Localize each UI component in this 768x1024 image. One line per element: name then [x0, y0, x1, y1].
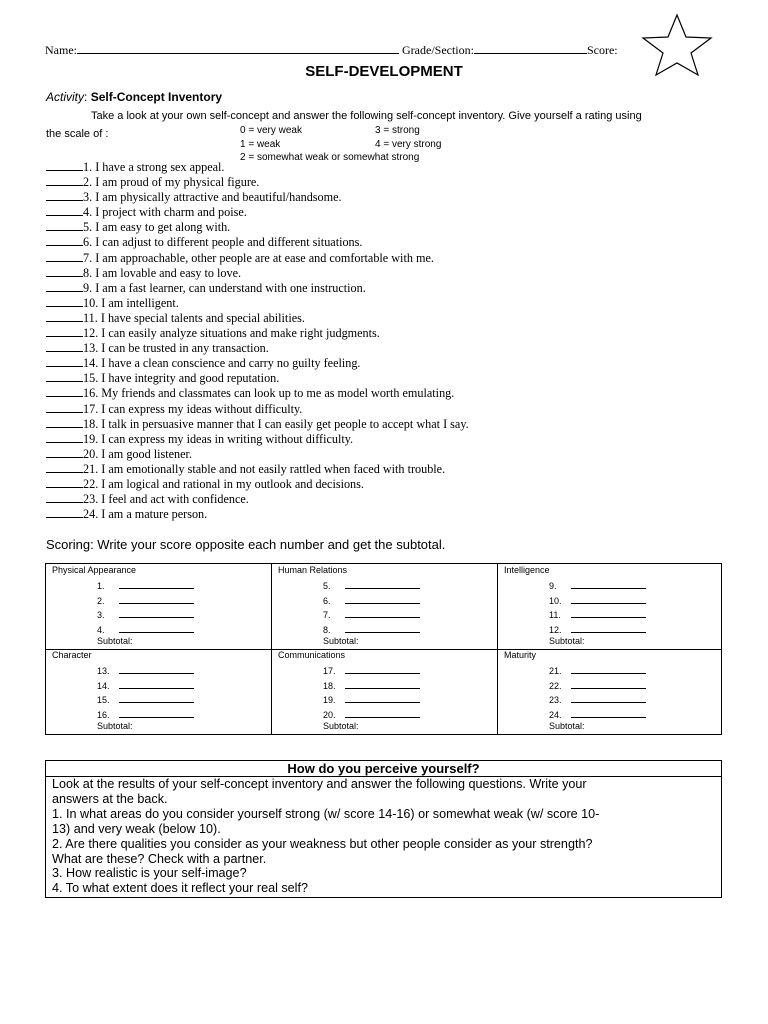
perceive-line: answers at the back. — [52, 791, 168, 806]
item-text: I am a mature person. — [101, 507, 208, 522]
item-number: 4. — [83, 205, 93, 220]
score-number: 11. — [549, 610, 561, 620]
score-blank[interactable] — [119, 679, 194, 689]
score-category — [272, 564, 498, 650]
activity-prefix: Activity — [46, 90, 85, 104]
inventory-item — [46, 446, 469, 461]
score-blank[interactable] — [345, 693, 420, 703]
inventory-item — [46, 506, 469, 521]
item-text: I have integrity and good reputation. — [101, 371, 280, 386]
item-number: 13. — [83, 341, 99, 356]
item-text: I am emotionally stable and not easily rattled when faced with trouble. — [101, 461, 446, 476]
perceive-line: 4. To what extent does it reflect your real self? — [52, 881, 308, 896]
subtotal-label: Subtotal: — [323, 636, 359, 646]
score-number: 6. — [323, 595, 331, 606]
perceive-box — [45, 760, 722, 898]
perceive-line: 3. How realistic is your self-image? — [52, 866, 247, 881]
score-number: 8. — [323, 624, 331, 635]
item-number: 15. — [83, 371, 99, 386]
scale-0: 0 = very weak — [240, 125, 302, 136]
rating-blank[interactable] — [46, 506, 83, 518]
item-number: 23. — [83, 492, 99, 507]
score-number: 10. — [549, 595, 562, 606]
perceive-line: 13) and very weak (below 10). — [52, 821, 221, 836]
perceive-heading: How do you perceive yourself? — [46, 761, 721, 777]
scoring-instruction: Scoring: Write your score opposite each number and get the subtotal. — [46, 537, 446, 552]
item-text: I talk in persuasive manner that I can easily get people to accept what I say. — [101, 416, 469, 431]
rating-blank[interactable] — [46, 310, 83, 322]
subtotal-label: Subtotal: — [97, 636, 133, 646]
category-name: Physical Appearance — [52, 565, 137, 575]
category-name: Human Relations — [278, 565, 348, 575]
score-number: 7. — [323, 610, 331, 620]
score-blank[interactable] — [119, 664, 194, 674]
inventory-item — [46, 250, 469, 265]
score-category — [272, 649, 498, 734]
item-number: 6. — [83, 235, 93, 250]
rating-blank[interactable] — [46, 295, 83, 307]
inventory-item — [46, 401, 469, 416]
item-text: I have a strong sex appeal. — [95, 160, 225, 174]
item-number: 5. — [83, 220, 93, 235]
instructions-line-2: the scale of : — [46, 128, 109, 140]
score-blank[interactable] — [119, 594, 194, 604]
item-text: I am logical and rational in my outlook and decisions. — [101, 476, 364, 491]
score-blank[interactable] — [119, 623, 194, 633]
score-blank[interactable] — [119, 708, 194, 718]
rating-blank[interactable] — [46, 491, 83, 503]
grade-section-label: Grade/Section: — [402, 43, 474, 57]
item-number: 20. — [83, 446, 99, 461]
student-info-line — [45, 41, 618, 58]
rating-blank[interactable] — [46, 234, 83, 246]
score-blank[interactable] — [119, 693, 194, 703]
subtotal-label: Subtotal: — [549, 636, 585, 646]
rating-blank[interactable] — [46, 325, 83, 337]
item-number: 24. — [83, 507, 99, 522]
rating-blank[interactable] — [46, 355, 83, 367]
item-number: 12. — [83, 326, 99, 341]
scale-2: 2 = somewhat weak or somewhat strong — [240, 152, 420, 163]
rating-blank[interactable] — [46, 159, 83, 171]
rating-blank[interactable] — [46, 189, 83, 201]
item-text: I am easy to get along with. — [95, 220, 231, 235]
score-blank[interactable] — [345, 594, 420, 604]
inventory-item — [46, 491, 469, 506]
perceive-line: Look at the results of your self-concept inventory and answer the following questions. Write your — [52, 777, 587, 791]
inventory-item — [46, 265, 469, 280]
rating-blank[interactable] — [46, 476, 83, 488]
item-text: I can express my ideas in writing without difficulty. — [101, 431, 354, 446]
subtotal-label: Subtotal: — [97, 721, 133, 731]
score-blank[interactable] — [119, 608, 194, 618]
perceive-line: 1. In what areas do you consider yourself strong (w/ score 14-16) or somewhat weak (w/ score 10- — [52, 806, 600, 821]
category-name: Intelligence — [504, 565, 550, 575]
score-number: 2. — [97, 595, 105, 606]
inventory-item — [46, 174, 469, 189]
score-number: 14. — [97, 680, 110, 691]
inventory-item — [46, 370, 469, 385]
score-blank[interactable] — [571, 708, 646, 718]
name-field[interactable] — [77, 41, 399, 54]
score-number: 24. — [549, 709, 562, 720]
item-number: 9. — [83, 280, 93, 295]
score-category — [498, 564, 721, 650]
score-number: 18. — [323, 680, 336, 691]
inventory-item — [46, 295, 469, 310]
activity-line: Activity: Self-Concept Inventory — [46, 90, 223, 104]
item-number: 21. — [83, 461, 99, 476]
score-blank[interactable] — [345, 708, 420, 718]
inventory-item — [46, 461, 469, 476]
item-text: I can easily analyze situations and make right judgments. — [101, 326, 380, 341]
subtotal-label: Subtotal: — [549, 721, 585, 731]
item-text: I am intelligent. — [101, 295, 179, 310]
rating-blank[interactable] — [46, 280, 83, 292]
perceive-line: What are these? Check with a partner. — [52, 851, 267, 866]
score-blank[interactable] — [571, 579, 646, 589]
activity-name: Self-Concept Inventory — [90, 90, 223, 104]
score-blank[interactable] — [345, 679, 420, 689]
score-blank[interactable] — [345, 623, 420, 633]
category-name: Communications — [278, 650, 346, 660]
score-blank[interactable] — [119, 579, 194, 589]
scoring-table — [45, 563, 722, 735]
inventory-item — [46, 204, 469, 219]
score-number: 22. — [549, 680, 562, 691]
scale-3: 3 = strong — [375, 125, 420, 136]
score-blank[interactable] — [571, 693, 646, 703]
inventory-item — [46, 355, 469, 370]
item-number: 1. — [83, 160, 93, 174]
inventory-item — [46, 234, 469, 249]
score-number: 12. — [549, 624, 562, 635]
perceive-line: 2. Are there qualities you consider as your weakness but other people consider as your strength? — [52, 836, 593, 851]
score-blank[interactable] — [571, 608, 646, 618]
inventory-list — [46, 159, 469, 521]
score-blank[interactable] — [571, 679, 646, 689]
item-text: I am proud of my physical figure. — [95, 175, 260, 190]
score-category — [46, 564, 272, 650]
score-blank[interactable] — [571, 594, 646, 604]
item-text: I can adjust to different people and different situations. — [95, 235, 363, 250]
rating-blank[interactable] — [46, 340, 83, 352]
score-number: 23. — [549, 695, 562, 705]
grade-section-field[interactable] — [474, 41, 587, 54]
item-number: 19. — [83, 431, 99, 446]
item-number: 18. — [83, 416, 99, 431]
score-number: 4. — [97, 624, 105, 635]
rating-blank[interactable] — [46, 401, 83, 413]
score-number: 15. — [97, 695, 110, 705]
inventory-item — [46, 385, 469, 400]
rating-blank[interactable] — [46, 446, 83, 458]
score-number: 17. — [323, 666, 336, 676]
score-category — [498, 649, 721, 734]
item-text: I can express my ideas without difficulty. — [101, 401, 303, 416]
score-number: 1. — [97, 581, 105, 591]
item-number: 8. — [83, 265, 93, 280]
inventory-item — [46, 340, 469, 355]
item-number: 17. — [83, 401, 99, 416]
item-number: 10. — [83, 295, 99, 310]
item-number: 11. — [83, 310, 98, 325]
item-text: My friends and classmates can look up to me as model worth emulating. — [101, 386, 455, 401]
inventory-item — [46, 280, 469, 295]
instructions-line-1: Take a look at your own self-concept and answer the following self-concept inventory. Give yourself a rating using — [91, 110, 642, 122]
score-blank[interactable] — [571, 623, 646, 633]
scale-1: 1 = weak — [240, 139, 281, 150]
item-number: 7. — [83, 250, 93, 265]
score-blank[interactable] — [345, 608, 420, 618]
score-number: 5. — [323, 581, 331, 591]
score-number: 21. — [549, 666, 562, 676]
item-text: I project with charm and poise. — [95, 205, 247, 220]
score-blank[interactable] — [571, 664, 646, 674]
score-number: 13. — [97, 666, 110, 676]
inventory-item — [46, 416, 469, 431]
item-text: I feel and act with confidence. — [101, 492, 249, 507]
item-text: I am good listener. — [101, 446, 192, 461]
rating-blank[interactable] — [46, 385, 83, 397]
rating-blank[interactable] — [46, 219, 83, 231]
rating-blank[interactable] — [46, 370, 83, 382]
score-number: 16. — [97, 709, 110, 720]
score-number: 19. — [323, 695, 336, 705]
scale-4: 4 = very strong — [375, 139, 442, 150]
item-number: 22. — [83, 476, 99, 491]
category-name: Maturity — [504, 650, 537, 660]
name-label: Name: — [45, 43, 77, 57]
inventory-item — [46, 476, 469, 491]
subtotal-label: Subtotal: — [323, 721, 359, 731]
category-name: Character — [52, 650, 92, 660]
item-number: 2. — [83, 175, 93, 190]
item-text: I can be trusted in any transaction. — [101, 341, 269, 356]
rating-blank[interactable] — [46, 265, 83, 277]
score-label: Score: — [586, 43, 618, 57]
item-number: 14. — [83, 356, 99, 371]
score-blank[interactable] — [345, 579, 420, 589]
item-number: 16. — [83, 386, 99, 401]
score-category — [46, 649, 272, 734]
item-text: I have a clean conscience and carry no guilty feeling. — [101, 356, 361, 371]
inventory-item — [46, 189, 469, 204]
score-number: 20. — [323, 709, 336, 720]
inventory-item — [46, 219, 469, 234]
item-number: 3. — [83, 190, 93, 205]
inventory-item — [46, 310, 469, 325]
rating-blank[interactable] — [46, 250, 83, 262]
item-text: I am physically attractive and beautiful/handsome. — [95, 190, 342, 205]
item-text: I have special talents and special abilities. — [100, 310, 305, 325]
score-number: 9. — [549, 581, 557, 591]
page-title: SELF-DEVELOPMENT — [305, 63, 463, 80]
rating-blank[interactable] — [46, 416, 83, 428]
rating-blank[interactable] — [46, 174, 83, 186]
inventory-item — [46, 159, 469, 174]
rating-blank[interactable] — [46, 431, 83, 443]
item-text: I am approachable, other people are at ease and comfortable with me. — [95, 250, 434, 265]
score-blank[interactable] — [345, 664, 420, 674]
inventory-item — [46, 325, 469, 340]
item-text: I am lovable and easy to love. — [95, 265, 242, 280]
item-text: I am a fast learner, can understand with one instruction. — [95, 280, 366, 295]
rating-blank[interactable] — [46, 461, 83, 473]
score-number: 3. — [97, 610, 105, 620]
inventory-item — [46, 431, 469, 446]
rating-blank[interactable] — [46, 204, 83, 216]
